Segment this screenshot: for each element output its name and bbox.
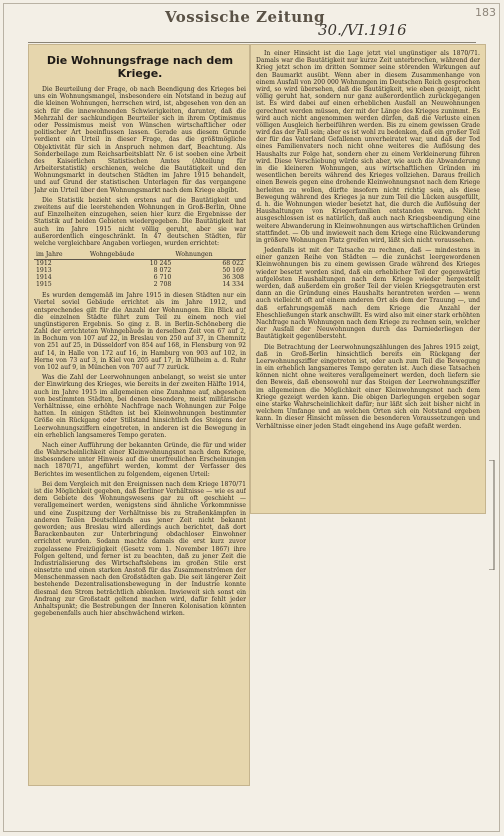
article-paragraph: Bei dem Vergleich mit den Ereignissen nach dem Kriege 1870/71 ist die Möglichkeit gegeben, daß Berliner Verhältnisse — wie es auf dem Gebiete des Wohnungswesens gar zu oft geschieht — verallgemeinert werden, wenigstens sind ähnliche Vorkommnisse und eine Zuspitzung der Verhältnisse bis zu Straßenkämpfen in anderen Teilen Deutschlands aus jener Zeit nicht bekannt geworden; aus Breslau wird allerdings auch berichtet, daß dort Barackenbauten zur Unterbringung obdachloser Einwohner errichtet wurden. Sodann machte damals die erst kurz zuvor zugelassene Freizügigkeit (Gesetz vom 1. November 1867) ihre Folgen geltend, und ferner ist zu beachten, daß zu jener Zeit die Industrialisierung des Wirtschaftslebens im großen Stile erst einsetzte und einen starken Anstoß für das Zusammenströmen der Menschenmassen nach den Großstädten gab. Die seit längerer Zeit bestehende Dezentralisationsbewegung in der Industrie konnte diesmal den Strom beträchtlich ablenken. Inwieweit sich sonst ein Andrang zur Großstadt geltend machen wird, dafür fehlt jeder Anhaltspunkt; die Bestrebungen der Inneren Kolonisation könnten gegebenenfalls auch hier abschwächend wirken. (34, 480, 246, 618)
table-cell-year: 1914 (36, 274, 52, 282)
construction-table (34, 250, 246, 288)
page-number: 183 (475, 6, 496, 19)
right-paragraphs-group (256, 50, 480, 430)
table-cell-dwellings: 50 169 (222, 267, 244, 275)
article-paragraph: Nach einer Aufführung der bekannten Gründe, die für und wider die Wahrscheinlichkeit einer Kleinwohnungsnot nach dem Kriege, insbesondere unter Hinweis auf die unerfreulichen Erscheinungen nach 1870/71, angeführt werden, kommt der Verfasser des Berichtes im wesentlichen zu folgendem, eigenen Urteil: (34, 441, 246, 478)
left-paragraphs-group-2 (34, 292, 246, 617)
table-row (34, 267, 246, 274)
article-paragraph: Die Statistik bezieht sich erstens auf die Bautätigkeit und zweitens auf die leerstehenden Wohnungen in Groß-Berlin, Ohne auf Einzelheiten einzugehen, seien hier kurz die Ergebnisse der Statistik auf beiden Gebieten wiedergegeben. Die Bautätigkeit hat auch im Jahre 1915 nicht völlig geruht, aber sie war außerordentlich eingeschränkt. In 47 deutschen Städten, für welche vergleichbare Angaben vorliegen, wurden errichtet: (34, 196, 246, 247)
table-cell-buildings: 8 072 (153, 267, 172, 275)
article-paragraph: Die Beurteilung der Frage, ob nach Beendigung des Krieges bei uns ein Wohnungsmangel, insbesondere ein Notstand in bezug auf die kleinen Wohnungen, herrschen wird, ist, abgesehen von den an sich für die innewohnenden Schwierigkeiten, darunter, daß die Mehrzahl der sachkundigen Beurteiler sich in ihrem Optimismus oder Pessimismus meist von Wünschen wirtschaftlicher oder politischer Art beeinflussen lassen. Gerade aus diesem Grunde verdient ein Urteil in dieser Frage, das die größtmögliche Objektivität für sich in Anspruch nehmen darf, Beachtung. Als Sonderbeilage zum Reichsarbeitsblatt Nr. 6 ist soeben eine Arbeit des Kaiserlichen Statistischen Amtes (Abteilung für Arbeiterstatistik) erschienen, welche die Bautätigkeit und den Wohnungsmarkt in deutschen Städten im Jahre 1915 behandelt, und auf Grund der statistischen Unterlagen für das vergangene Jahr ein Urteil über den Wohnungsmarkt nach dem Kriege abgibt. (34, 86, 246, 194)
table-cell-year: 1912 (36, 260, 52, 268)
table-header-row (34, 250, 246, 260)
article-paragraph: In einer Hinsicht ist die Lage jetzt viel ungünstiger als 1870/71. Damals war die Bautätigkeit nur kurze Zeit unterbrochen, während der Krieg jetzt schon im dritten Sommer seine störenden Wirkungen auf den Baumarkt ausübt. Wenn aber in diesem Zusammenhange von einem Ausfall von 200 000 Wohnungen im Deutschen Reich gesprochen wird, so wird übersehen, daß die Bautätigkeit, wie eben gezeigt, nicht völlig geruht hat, sondern nur ganz außerordentlich zurückgegangen ist. Es wird dabei auf einen erheblichen Ausfall an Neuwohnungen gerechnet werden müssen, der mit der Länge des Krieges zunimmt. Es wird auch nicht angenommen werden dürfen, daß die Verluste einen völligen Ausgleich herbeiführen werden. Bis zu einem gewissen Grade wird das der Fall sein; aber es ist wohl zu bedenken, daß ein großer Teil der für das Vaterland Gefallenen unverheiratet war, und daß der Tod eines Familienvaters noch nicht ohne weiteres die Auflösung des Haushalts zur Folge hat, sondern eher zu einem Verkleinerung führen wird. Diese Verschiebung würde sich aber, wie auch die Abwanderung in die kleineren Wohnungen, aus wirtschaftlichen Gründen im wesentlichen bereits während des Krieges vollziehen. Daraus freilich einen Beweis gegen eine drohende Kleinwohnungsnot nach dem Kriege herleiten zu wollen, dürfte insofern nicht richtig sein, als diese Bewegung während des Krieges ja nur zum Teil die Lücken ausgefüllt, d. h. die Wohnungen wieder besetzt hat, die durch die Auflösung der Haushaltungen von Kriegerfamilien entstanden waren. Nicht ausgeschlossen ist es natürlich, daß auch nach Kriegsbeendigung eine weitere Abwanderung in Kleinwohnungen aus wirtschaftlichen Gründen stattfindet. — Ob und inwieweit nach dem Kriege eine Rückwanderung in größere Wohnungen Platz greifen wird, läßt sich nicht voraussehen. (256, 50, 480, 244)
table-row (34, 260, 246, 268)
masthead-rule (28, 42, 476, 43)
table-cell-buildings: 6 710 (153, 274, 172, 282)
table-cell-year: 1913 (36, 267, 52, 275)
table-header-dwellings: Wohnungen (173, 250, 246, 260)
table-header-year: im Jahre (34, 250, 88, 260)
article-right-column (256, 50, 480, 510)
article-paragraph: Was die Zahl der Leerwohnungen anbelangt, so weist sie unter der Einwirkung des Krieges, wie bereits in der zweiten Hälfte 1914, auch im Jahre 1915 im allgemeinen eine Zunahme auf, abgesehen von bestimmten Städten, bei denen besondere, meist militärische Verhältnisse, eine erhöhte Nachfrage nach Wohnungen zur Folge hatten. In einigen Städten ist bei Kleinwohnungen bestimmter Größe ein Rückgang oder Stillstand hinsichtlich des Steigens der Leerwohnungsziffern eingetreten, in anderen ist die Bewegung in ein erheblich langsameres Tempo geraten. (34, 374, 246, 439)
table-cell-dwellings: 14 334 (222, 281, 244, 289)
table-row (34, 281, 246, 288)
table-header-buildings: Wohngebäude (88, 250, 173, 260)
table-cell-dwellings: 36 308 (222, 274, 244, 282)
bracket-mark (488, 460, 496, 570)
table-cell-buildings: 2 708 (153, 281, 172, 289)
table-row (34, 274, 246, 281)
article-paragraph: Jedenfalls ist mit der Tatsache zu rechnen, daß — mindestens in einer ganzen Reihe von Städten — die zunächst leergewordenen Kleinwohnungen bis zu einem gewissen Grade während des Krieges wieder besetzt worden sind, daß ein erheblicher Teil der gegenwärtig aufgelösten Haushaltungen nach dem Kriege wieder hergestellt werden, daß außerdem ein großer Teil der vielen Kriegsgetrauten erst dann an die Gründung eines Haushalts herantreten werden — wenn auch vielleicht oft auf einem anderen Ort als dem der Trauung —, und daß erfahrungsgemäß nach dem Kriege die Anzahl der Eheschließungen stark anschwillt. Es wird also mit einer stark erhöhten Nachfrage nach Wohnungen nach dem Kriege zu rechnen sein, welcher der Ausfall der Neuwohnungen durch das Darniederliegen der Bautätigkeit gegenübersteht. (256, 247, 480, 341)
left-paragraphs-group-1 (34, 86, 246, 247)
handwritten-date: 30./VI.1916 (318, 21, 407, 39)
table-cell-buildings: 10 245 (149, 260, 172, 268)
article-paragraph: Die Betrachtung der Leerwohnungszählungen des Jahres 1915 zeigt, daß in Groß-Berlin hinsichtlich bereits ein Rückgang der Leerwohnungsziffer eingetreten ist, oder auch zum Teil die Bewegung in ein erheblich langsameres Tempo geraten ist. Auch diese Tatsachen können nicht ohne weiteres verallgemeinert werden, doch liefern sie den Beweis, daß ebensowohl nur das Steigen der Leerwohnungsziffer im allgemeinen die Möglichkeit einer Kleinwohnungsnot nach dem Kriege gezeigt werden kann. Die obigen Darlegungen ergeben sogar eine starke Wahrscheinlichkeit dafür; nur läßt sich zeit bisher nicht in welchem Umfange und an welchen Orten sich ein Notstand ergeben kann. In dieser Hinsicht müssen die besonderen Voraussetzungen und Verhältnisse einer jeden Stadt eingehend ins Auge gefaßt werden. (256, 343, 480, 430)
newspaper-masthead: Vossische Zeitung (164, 8, 326, 26)
table-cell-year: 1915 (36, 281, 52, 289)
article-headline: Die Wohnungsfrage nach dem Kriege. (46, 54, 234, 80)
article-left-column (34, 50, 246, 780)
table-cell-dwellings: 68 022 (222, 260, 244, 268)
article-paragraph: Es wurden demgemäß im Jahre 1915 in diesen Städten nur ein Viertel soviel Gebäude errichtet als im Jahre 1912, und entsprechendes gilt für die Anzahl der Wohnungen. Ein Blick auf die einzelnen Städte führt zum Teil zu einem noch viel ungünstigeren Ergebnis. So ging z. B. in Berlin-Schöneberg die Zahl der errichteten Wohngebäude in derselben Zeit von 67 auf 2, in Bochum von 107 auf 22, in Breslau von 250 auf 37, in Chemnitz von 251 auf 25, in Düsseldorf von 854 auf 168, in Flensburg von 92 auf 14, in Halle von 172 auf 16, in Hamburg von 903 auf 102, in Herne von 73 auf 3, in Kiel von 205 auf 17, in Mülheim a. d. Ruhr von 102 auf 9, in München von 707 auf 77 zurück. (34, 292, 246, 371)
